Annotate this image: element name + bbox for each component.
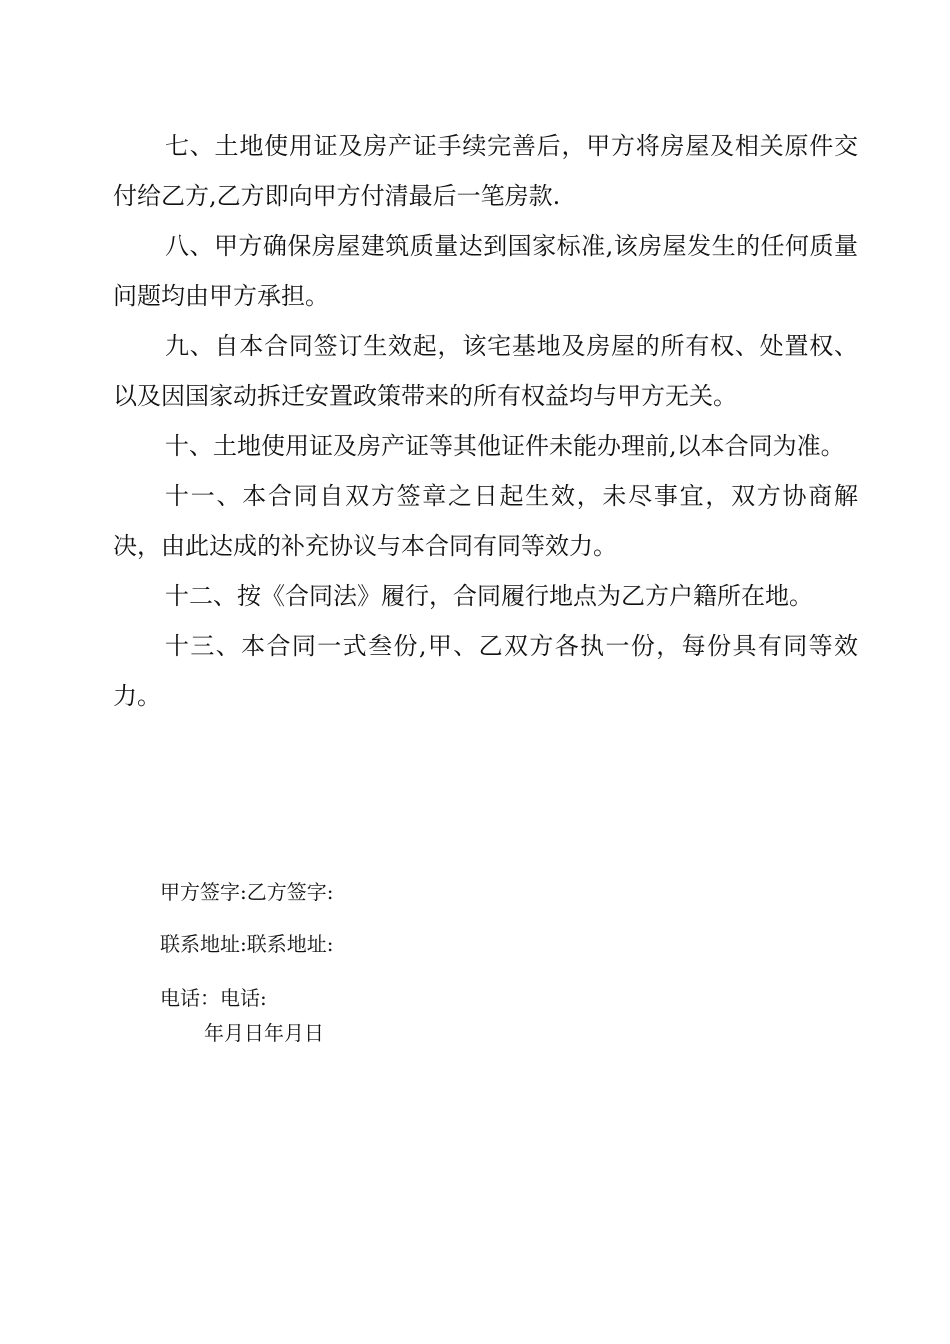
clause-seven: 七、土地使用证及房产证手续完善后，甲方将房屋及相关原件交付给乙方,乙方即向甲方付清最后一笔房款. xyxy=(113,132,858,210)
phone-line: 电话：电话: xyxy=(160,986,267,1010)
clause-thirteen: 十三、本合同一式叁份,甲、乙双方各执一份，每份具有同等效力。 xyxy=(113,632,858,710)
date-line: 年月日年月日 xyxy=(204,1021,324,1045)
contract-clauses xyxy=(113,121,858,721)
address-line: 联系地址:联系地址: xyxy=(160,932,334,956)
clause-ten: 十、土地使用证及房产证等其他证件未能办理前,以本合同为准。 xyxy=(165,432,845,460)
clause-eleven: 十一、本合同自双方签章之日起生效，未尽事宜，双方协商解决，由此达成的补充协议与本合同有同等效力。 xyxy=(113,482,858,560)
clause-eight: 八、甲方确保房屋建筑质量达到国家标准,该房屋发生的任何质量问题均由甲方承担。 xyxy=(113,232,858,310)
clause-twelve: 十二、按《合同法》履行，合同履行地点为乙方户籍所在地。 xyxy=(165,582,813,610)
clause-nine: 九、自本合同签订生效起，该宅基地及房屋的所有权、处置权、以及因国家动拆迁安置政策带来的所有权益均与甲方无关。 xyxy=(113,332,858,410)
signature-line: 甲方签字:乙方签字: xyxy=(160,880,334,904)
